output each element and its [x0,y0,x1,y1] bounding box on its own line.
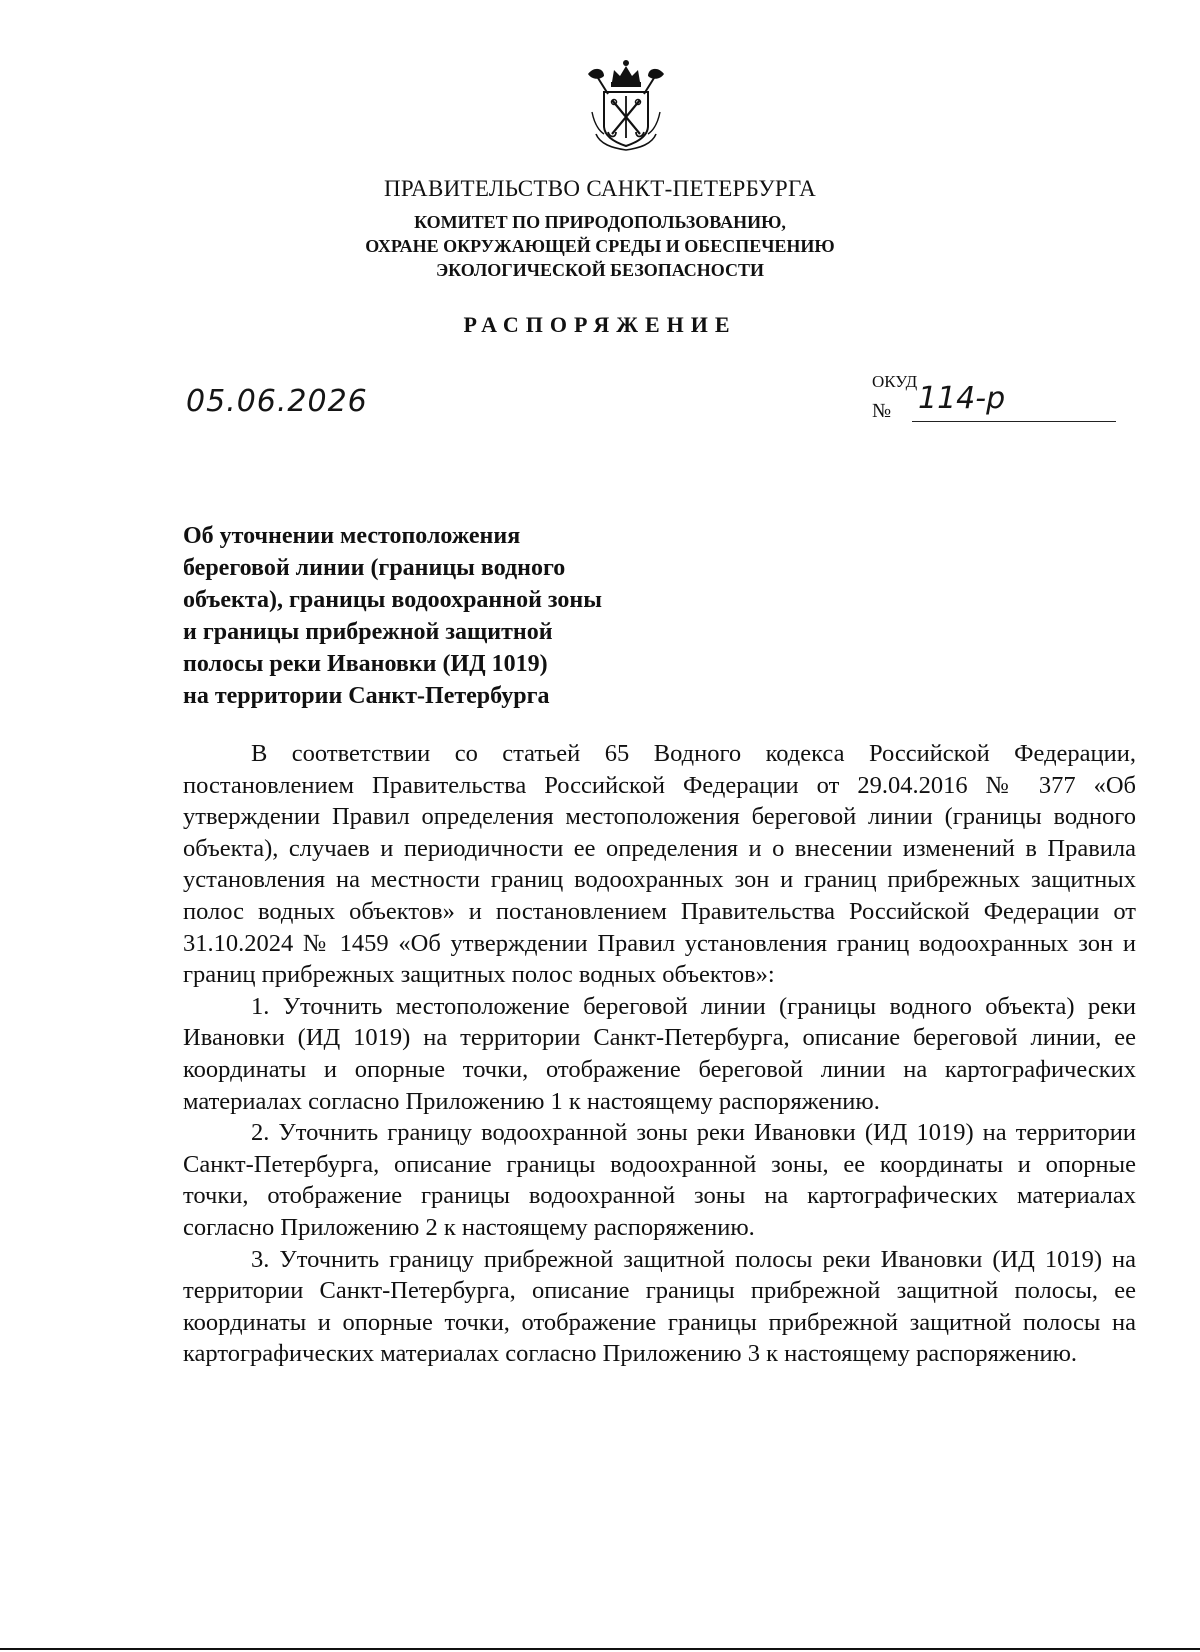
document-type-title: РАСПОРЯЖЕНИЕ [463,312,737,337]
committee-line: ЭКОЛОГИЧЕСКОЙ БЕЗОПАСНОСТИ [435,260,765,280]
preamble-paragraph: В соответствии со статьей 65 Водного кодекса Российской Федерации, постановлением Правительства Российской Федерации от 29.04.2016 № 377 «Об утверждении Правил определения местоположения береговой линии (границы водного объекта), случаев и периодичности ее определения и о внесении изменений в Правила установления на местности границ водоохранных зон и границ прибрежных защитных полос водных объектов» и постановлением Правительства Российской Федерации от 31.10.2024 № 1459 «Об утверждении Правил установления границ водоохранных зон и границ прибрежных защитных полос водных объектов»: [183,740,1136,989]
number-underline [912,421,1116,422]
subject-line: на территории Санкт-Петербурга [183,683,550,709]
okud-label: ОКУД [872,372,918,391]
document-number: 114-р [918,381,1006,416]
government-name: ПРАВИТЕЛЬСТВО САНКТ-ПЕТЕРБУРГА [383,176,817,201]
clause-paragraph: 2. Уточнить границу водоохранной зоны реки Ивановки (ИД 1019) на территории Санкт-Петербурга, описание границы водоохранной зоны, ее координаты и опорные точки, отображение границы водоохранной зоны на картографических материалах согласно Приложению 2 к настоящему распоряжению. [183,1119,1136,1241]
subject-line: объекта), границы водоохранной зоны [183,587,602,613]
document-subject [183,520,743,712]
clause-paragraph: 1. Уточнить местоположение береговой линии (границы водного объекта) реки Ивановки (ИД 1019) на территории Санкт-Петербурга, описание береговой линии, ее координаты и опорные точки, отображение береговой линии на картографических материалах согласно Приложению 1 к настоящему распоряжению. [183,992,1136,1115]
subject-line: полосы реки Ивановки (ИД 1019) [183,651,548,677]
page-bottom-border [0,1648,1200,1650]
subject-line: и границы прибрежной защитной [183,619,553,645]
committee-line: ОХРАНЕ ОКРУЖАЮЩЕЙ СРЕДЫ И ОБЕСПЕЧЕНИЮ [365,236,835,256]
document-body [183,738,1136,1370]
subject-line: береговой линии (границы водного [183,555,566,581]
subject-line: Об уточнении местоположения [183,523,521,549]
committee-line: КОМИТЕТ ПО ПРИРОДОПОЛЬЗОВАНИЮ, [414,212,786,232]
saint-petersburg-coat-of-arms-icon [578,52,674,152]
committee-name [0,210,1200,282]
number-label: № [872,400,892,422]
document-date: 05.06.2026 [186,384,368,419]
clause-paragraph: 3. Уточнить границу прибрежной защитной полосы реки Ивановки (ИД 1019) на территории Санкт-Петербурга, описание границы прибрежной защитной полосы, ее координаты и опорные точки, отображение границы прибрежной защитной полосы на картографических материалах согласно Приложению 3 к настоящему распоряжению. [183,1245,1136,1368]
